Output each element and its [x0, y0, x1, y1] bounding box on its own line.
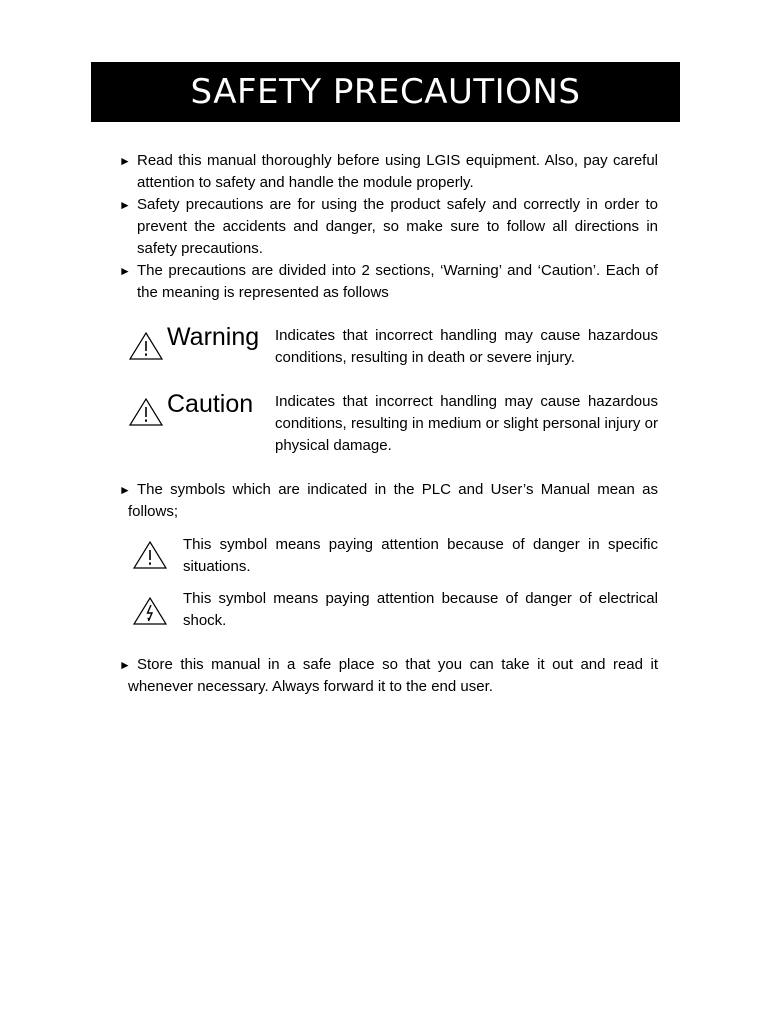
warning-label: Warning — [167, 323, 260, 351]
bullet-marker: ► — [119, 483, 131, 497]
caution-triangle-icon — [128, 397, 164, 427]
warning-description: Indicates that incorrect handling may cause hazardous conditions, resulting in death or severe injury. — [275, 327, 658, 366]
intro-bullet-3: The precautions are divided into 2 sections, ‘Warning’ and ‘Caution’. Each of the meaning is represented as follows — [137, 262, 658, 301]
caution-label: Caution — [167, 390, 254, 418]
bullet-marker: ► — [119, 154, 131, 168]
intro-bullet-1: Read this manual thoroughly before using LGIS equipment. Also, pay careful attention to safety and handle the module properly. — [137, 152, 658, 191]
symbol-attention-description: This symbol means paying attention because of danger in specific situations. — [183, 536, 658, 575]
intro-bullet-2: Safety precautions are for using the product safely and correctly in order to prevent the accidents and danger, so make sure to follow all directions in safety precautions. — [137, 196, 658, 257]
exclamation-triangle-icon — [132, 540, 168, 570]
symbols-intro: The symbols which are indicated in the PLC and User’s Manual mean as follows; — [128, 481, 658, 520]
symbol-shock-description: This symbol means paying attention because of danger of electrical shock. — [183, 590, 658, 629]
bullet-marker: ► — [119, 658, 131, 672]
bullet-marker: ► — [119, 198, 131, 212]
electric-shock-triangle-icon — [132, 596, 168, 626]
title-bar — [91, 62, 680, 122]
warning-triangle-icon — [128, 331, 164, 361]
page-title: SAFETY PRECAUTIONS — [190, 72, 581, 112]
bullet-marker: ► — [119, 264, 131, 278]
caution-description: Indicates that incorrect handling may cause hazardous conditions, resulting in medium or slight personal injury or physical damage. — [275, 393, 658, 454]
closing-note: Store this manual in a safe place so that you can take it out and read it whenever necessary. Always forward it to the end user. — [128, 656, 658, 695]
